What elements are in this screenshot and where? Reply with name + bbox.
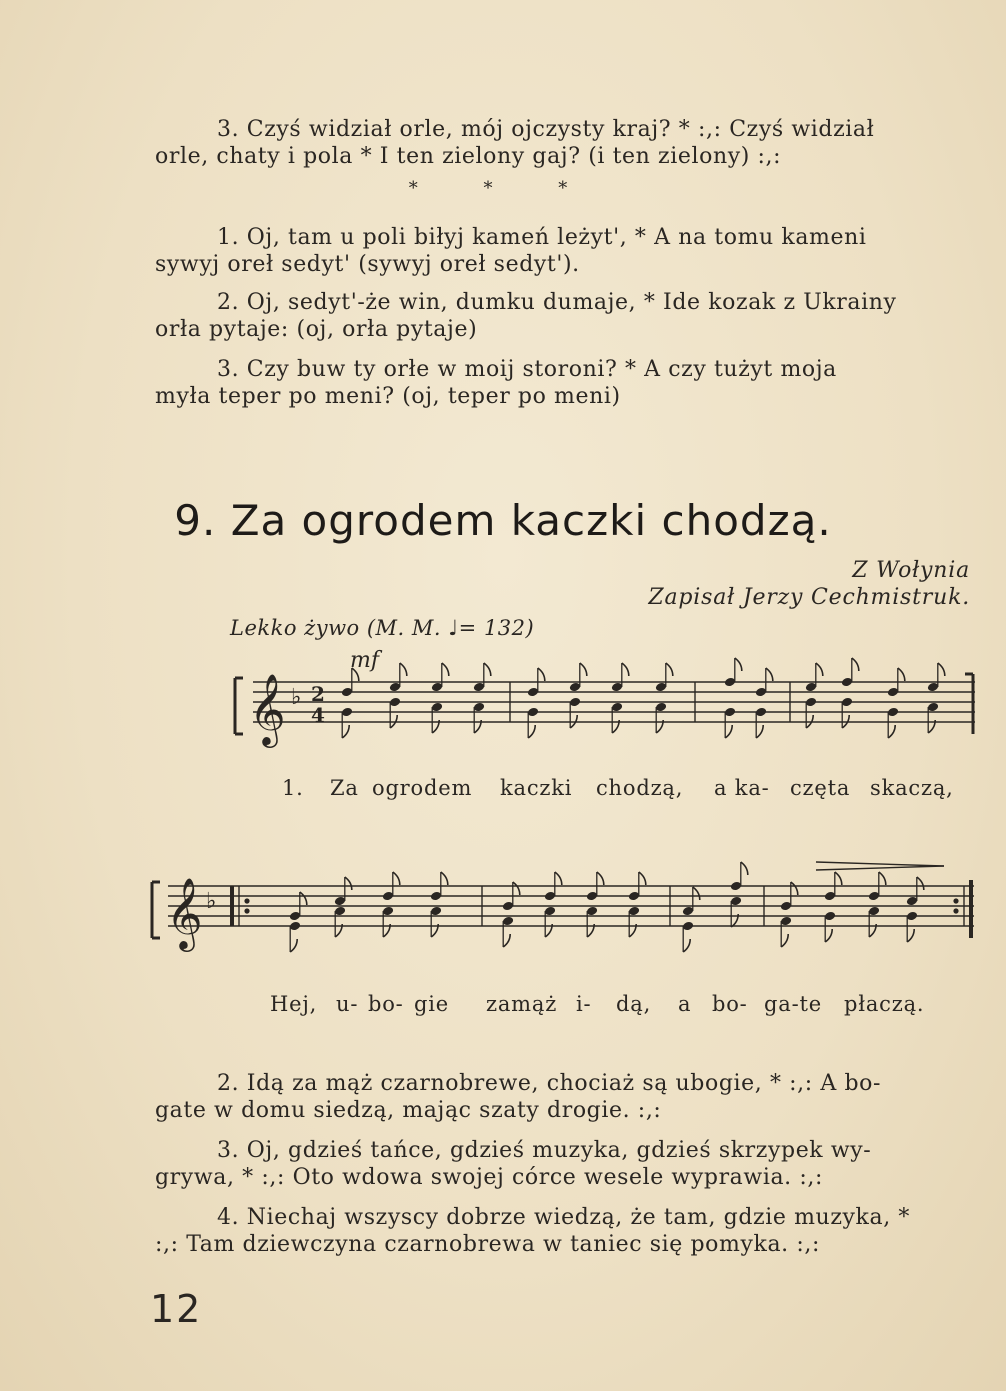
note-chord [382,872,400,937]
note-chord [430,872,448,937]
note-chord [730,862,748,927]
verse-line: orle, chaty i pola * I ten zielony gaj? (i ten zielony) :,: [155,144,782,169]
time-signature-top: 2 [311,682,325,706]
notes-group [341,658,945,738]
verse-line: myła teper po meni? (oj, teper po meni) [155,384,621,409]
flat-icon: ♭ [206,889,217,914]
verse-line: :,: Tam dziewczyna czarnobrewa w taniec się pomyka. :,: [155,1232,820,1257]
lyric-syllable: Hej, [270,992,318,1016]
note-chord [868,872,886,937]
verse-top-4 [155,356,975,410]
treble-clef-icon: 𝄞 [166,876,203,949]
note-chord [724,658,742,738]
music-staff-2 [140,852,980,972]
note-chord [755,668,773,738]
verse-line: gate w domu siedzą, mając szaty drogie. :,: [155,1098,662,1123]
lyric-syllable: gie [414,992,449,1016]
note-chord [586,872,604,937]
lyric-syllable: a ka- [714,776,770,800]
note-chord [502,882,520,947]
lyric-syllable: chodzą, [596,776,684,800]
verse-line: 1. Oj, tam u poli biłyj kameń leżyt', * A na tomu kameni [217,225,867,250]
lyric-syllable: i- [576,992,592,1016]
lyric-syllable: częta [790,776,851,800]
section-separator: * * * [408,178,598,199]
song-origin: Z Wołynia [852,558,970,583]
time-signature-bottom: 4 [311,703,325,727]
lyric-syllable: bo- [368,992,404,1016]
note-chord [805,663,823,728]
notes-group [289,862,924,952]
verse-line: 3. Czy buw ty orłe w moij storoni? * A czy tużyt moja [217,357,837,382]
dynamic-marking: mf [350,648,380,673]
verse-bottom-3 [155,1137,975,1191]
note-chord [906,877,924,942]
note-chord [887,668,905,738]
note-chord [628,872,646,937]
verse-line: 2. Idą za mąż czarnobrewe, chociaż są ubogie, * :,: A bo- [217,1071,882,1096]
note-chord [527,668,545,738]
lyric-syllable: płaczą. [844,992,925,1016]
note-chord [289,892,307,952]
verse-top-1 [155,116,975,170]
treble-clef-icon: 𝄞 [249,672,286,745]
verse-top-3 [155,289,975,343]
note-chord [341,668,359,738]
note-chord [824,872,842,942]
flat-icon: ♭ [291,685,302,710]
verse-line: 3. Czyś widział orle, mój ojczysty kraj? * :,: Czyś widział [217,117,875,142]
music-staff-1 [225,660,985,770]
lyric-syllable: ga-te [764,992,822,1016]
lyric-syllable: Za [330,776,359,800]
verse-line: grywa, * :,: Oto wdowa swojej córce wesele wyprawia. :,: [155,1165,823,1190]
tempo-marking: Lekko żywo (M. M. ♩= 132) [230,616,535,640]
note-chord [569,663,587,728]
verse-line: sywyj oreł sedyt' (sywyj oreł sedyt'). [155,252,580,277]
lyric-syllable: u- [336,992,359,1016]
lyric-syllable: 1. [282,776,304,800]
song-recorded-by: Zapisał Jerzy Cechmistruk. [648,585,970,610]
note-chord [780,882,798,947]
lyric-syllable: dą, [616,992,652,1016]
page-number: 12 [150,1287,203,1331]
verse-line: 4. Niechaj wszyscy dobrze wiedzą, że tam, gdzie muzyka, * [217,1205,910,1230]
note-chord [841,658,859,728]
verse-line: 3. Oj, gdzieś tańce, gdzieś muzyka, gdzieś skrzypek wy- [217,1138,872,1163]
lyric-syllable: bo- [712,992,748,1016]
lyric-syllable: zamąż [486,992,558,1016]
note-chord [682,887,700,952]
lyric-syllable: kaczki [500,776,573,800]
verse-line: 2. Oj, sedyt'-że win, dumku dumaje, * Ide kozak z Ukrainy [217,290,897,315]
lyric-syllable: a [678,992,692,1016]
note-chord [389,663,407,728]
verse-bottom-2 [155,1070,975,1124]
verse-bottom-4 [155,1204,975,1258]
song-title: 9. Za ogrodem kaczki chodzą. [174,496,832,545]
lyric-syllable: ogrodem [372,776,473,800]
verse-top-2 [155,224,975,278]
verse-line: orła pytaje: (oj, orła pytaje) [155,317,478,342]
note-chord [544,872,562,937]
lyric-syllable: skaczą, [870,776,954,800]
